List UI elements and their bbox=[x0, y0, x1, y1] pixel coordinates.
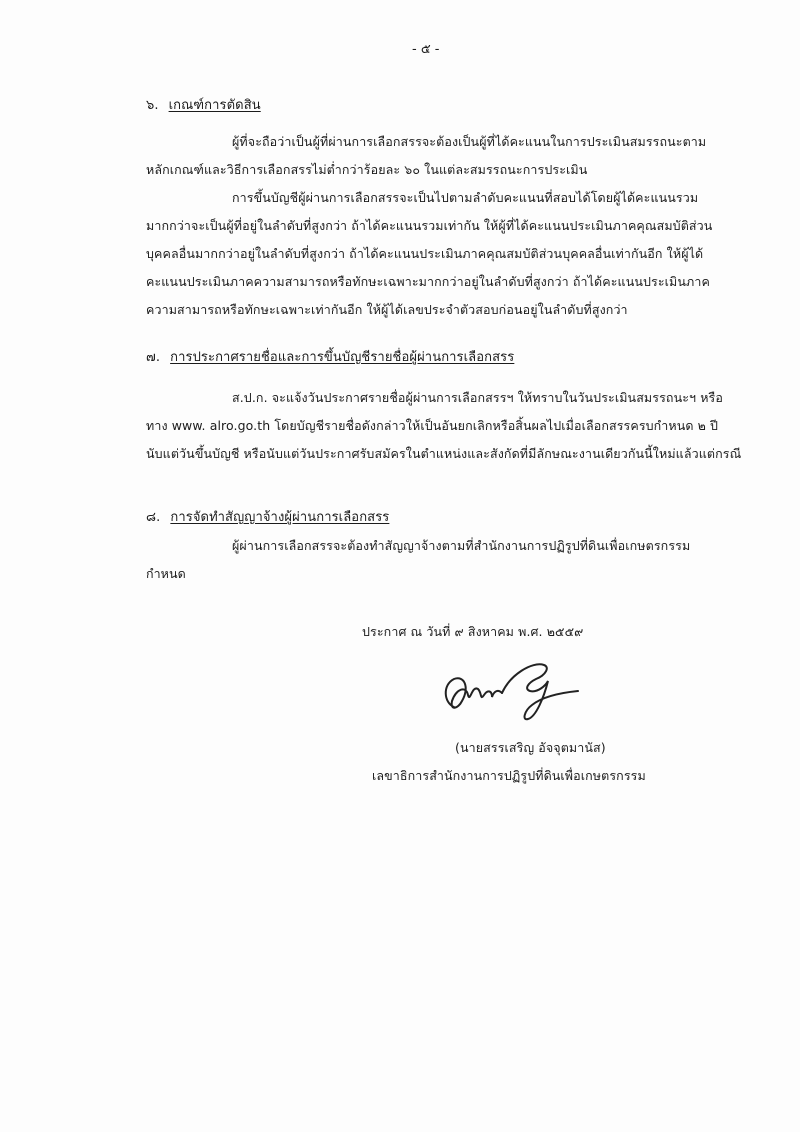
section-6-line-5: บุคคลอื่นมากกว่าอยู่ในลำดับที่สูงกว่า ถ้าได้คะแนนประเมินภาคคุณสมบัติส่วนบุคคลอื่นเท่ากันอีก ให้ผู้ได้ bbox=[146, 246, 704, 261]
section-8-heading bbox=[146, 510, 389, 526]
section-6-line-6: คะแนนประเมินภาคความสามารถหรือทักษะเฉพาะมากกว่าอยู่ในลำดับที่สูงกว่า ถ้าได้คะแนนประเมินภาค bbox=[146, 274, 710, 289]
section-7-line-2: ทาง www. alro.go.th โดยบัญชีรายชื่อดังกล่าวให้เป็นอันยกเลิกหรือสิ้นผลไปเมื่อเลือกสรรครบกำหนด ๒ ปี bbox=[146, 418, 719, 433]
handwritten-signature bbox=[440, 645, 590, 729]
section-7-line-1: ส.ป.ก. จะแจ้งวันประกาศรายชื่อผู้ผ่านการเลือกสรรฯ ให้ทราบในวันประเมินสมรรถนะฯ หรือ bbox=[232, 390, 723, 405]
section-8-number: ๘. bbox=[146, 510, 161, 525]
signatory-title: เลขาธิการสำนักงานการปฏิรูปที่ดินเพื่อเกษตรกรรม bbox=[372, 768, 646, 783]
section-6-line-3: การขึ้นบัญชีผู้ผ่านการเลือกสรรจะเป็นไปตามลำดับคะแนนที่สอบได้โดยผู้ได้คะแนนรวม bbox=[232, 190, 699, 205]
section-6-title: เกณฑ์การตัดสิน bbox=[168, 98, 261, 113]
section-7-number: ๗. bbox=[146, 350, 161, 365]
section-6-line-7: ความสามารถหรือทักษะเฉพาะเท่ากันอีก ให้ผู้ได้เลขประจำตัวสอบก่อนอยู่ในลำดับที่สูงกว่า bbox=[146, 302, 628, 317]
section-6-line-1: ผู้ที่จะถือว่าเป็นผู้ที่ผ่านการเลือกสรรจะต้องเป็นผู้ที่ได้คะแนนในการประเมินสมรรถนะตาม bbox=[232, 134, 707, 149]
section-6-line-4: มากกว่าจะเป็นผู้ที่อยู่ในลำดับที่สูงกว่า ถ้าได้คะแนนรวมเท่ากัน ให้ผู้ที่ได้คะแนนประเมินภาคคุณสมบัติส่วน bbox=[146, 218, 713, 233]
section-6-number: ๖. bbox=[146, 98, 159, 113]
section-8-title: การจัดทำสัญญาจ้างผู้ผ่านการเลือกสรร bbox=[170, 510, 390, 525]
section-7-heading bbox=[146, 350, 514, 366]
signatory-name: (นายสรรเสริญ อัจจุตมานัส) bbox=[455, 740, 606, 755]
section-6-heading bbox=[146, 98, 261, 114]
page-number: - ๕ - bbox=[412, 42, 440, 57]
section-8-line-2: กำหนด bbox=[146, 566, 186, 581]
section-8-line-1: ผู้ผ่านการเลือกสรรจะต้องทำสัญญาจ้างตามที่สำนักงานการปฏิรูปที่ดินเพื่อเกษตรกรรม bbox=[232, 538, 691, 553]
section-7-line-3: นับแต่วันขึ้นบัญชี หรือนับแต่วันประกาศรับสมัครในตำแหน่งและสังกัดที่มีลักษณะงานเดียวกันนี้ใหม่แล้วแต่กรณี bbox=[146, 446, 742, 461]
signature-graphic bbox=[440, 645, 590, 725]
section-6-line-2: หลักเกณฑ์และวิธีการเลือกสรรไม่ต่ำกว่าร้อยละ ๖๐ ในแต่ละสมรรถนะการประเมิน bbox=[146, 162, 588, 177]
section-7-title: การประกาศรายชื่อและการขึ้นบัญชีรายชื่อผู้ผ่านการเลือกสรร bbox=[170, 350, 515, 365]
announcement-date: ประกาศ ณ วันที่ ๙ สิงหาคม พ.ศ. ๒๕๕๙ bbox=[362, 624, 584, 639]
